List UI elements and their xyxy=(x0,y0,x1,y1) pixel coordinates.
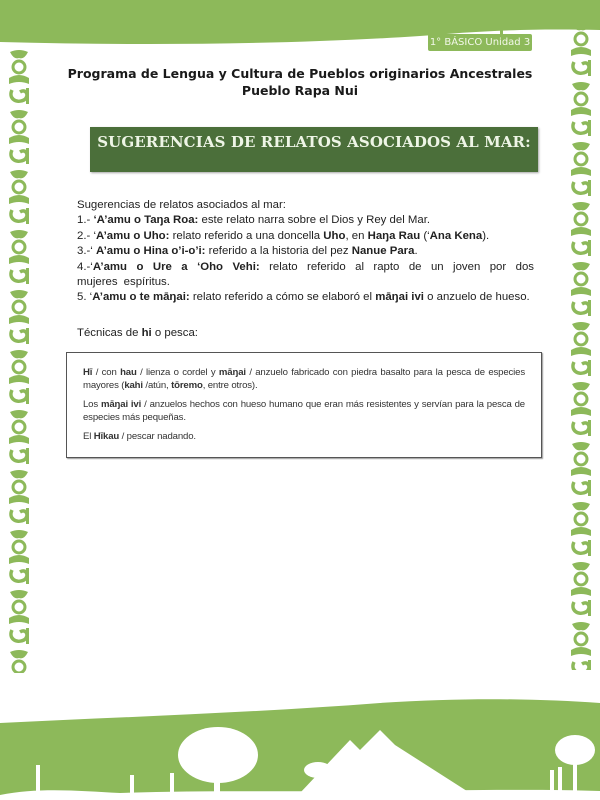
people-title: Pueblo Rapa Nui xyxy=(241,83,359,98)
story-item: 2.- ‘A’amu o Uho: relato referido a una doncella Uho, en Haŋa Rau (‘Ana Kena). xyxy=(77,229,490,242)
left-ornament-border xyxy=(6,48,32,673)
techniques-title: Técnicas de hi o pesca: xyxy=(77,327,198,339)
story-title: A’amu o Ure a ‘Oho Vehi: xyxy=(92,260,260,273)
section-title: SUGERENCIAS DE RELATOS ASOCIADOS AL MAR: xyxy=(97,133,531,151)
bottom-landscape-decoration xyxy=(0,695,600,800)
stories-content xyxy=(77,198,534,306)
story-item: 4.-‘A’amu o Ure a ‘Oho Vehi: relato referido al rapto de un joven por dos mujeres espíritus. xyxy=(77,260,534,289)
story-title: A’amu o Hina o’i-o’i: xyxy=(96,245,206,258)
section-banner xyxy=(90,127,538,172)
technique-manai-ivi: Los māŋai ivi / anzuelos hechos con hueso humano que eran más resistentes y servían para la pesca de especies más pequeñas. xyxy=(83,399,525,423)
story-title: A’amu o te māŋai: xyxy=(92,291,190,304)
program-title: Programa de Lengua y Cultura de Pueblos originarios Ancestrales xyxy=(67,66,533,81)
technique-hi: Hī / con hau / lienza o cordel y māŋai / anzuelo fabricado con piedra basalto para la pesca de especies mayores (kahi /atún, tōremo, entre otros). xyxy=(83,367,525,391)
top-wave-decoration xyxy=(0,0,600,60)
story-title: ‘A’amu o Taŋa Roa: xyxy=(93,214,199,227)
story-item: 5. ‘A’amu o te māŋai: relato referido a cómo se elaboró el māŋai ivi o anzuelo de hueso. xyxy=(77,291,530,304)
right-ornament-border xyxy=(568,20,594,670)
technique-hikau: El Hīkau / pescar nadando. xyxy=(83,431,196,442)
techniques-box xyxy=(66,352,542,458)
story-item: 3.-‘ A’amu o Hina o’i-o’i: referido a la historia del pez Nanue Para. xyxy=(77,245,418,258)
intro-text: Sugerencias de relatos asociados al mar: xyxy=(77,199,286,211)
badge-stem xyxy=(500,20,503,35)
story-item: 1.- ‘A’amu o Taŋa Roa: este relato narra sobre el Dios y Rey del Mar. xyxy=(77,214,431,227)
document-header xyxy=(60,65,540,99)
story-title: A’amu o Uho: xyxy=(96,229,170,242)
unit-badge: 1° BÁSICO Unidad 3 xyxy=(428,34,532,51)
